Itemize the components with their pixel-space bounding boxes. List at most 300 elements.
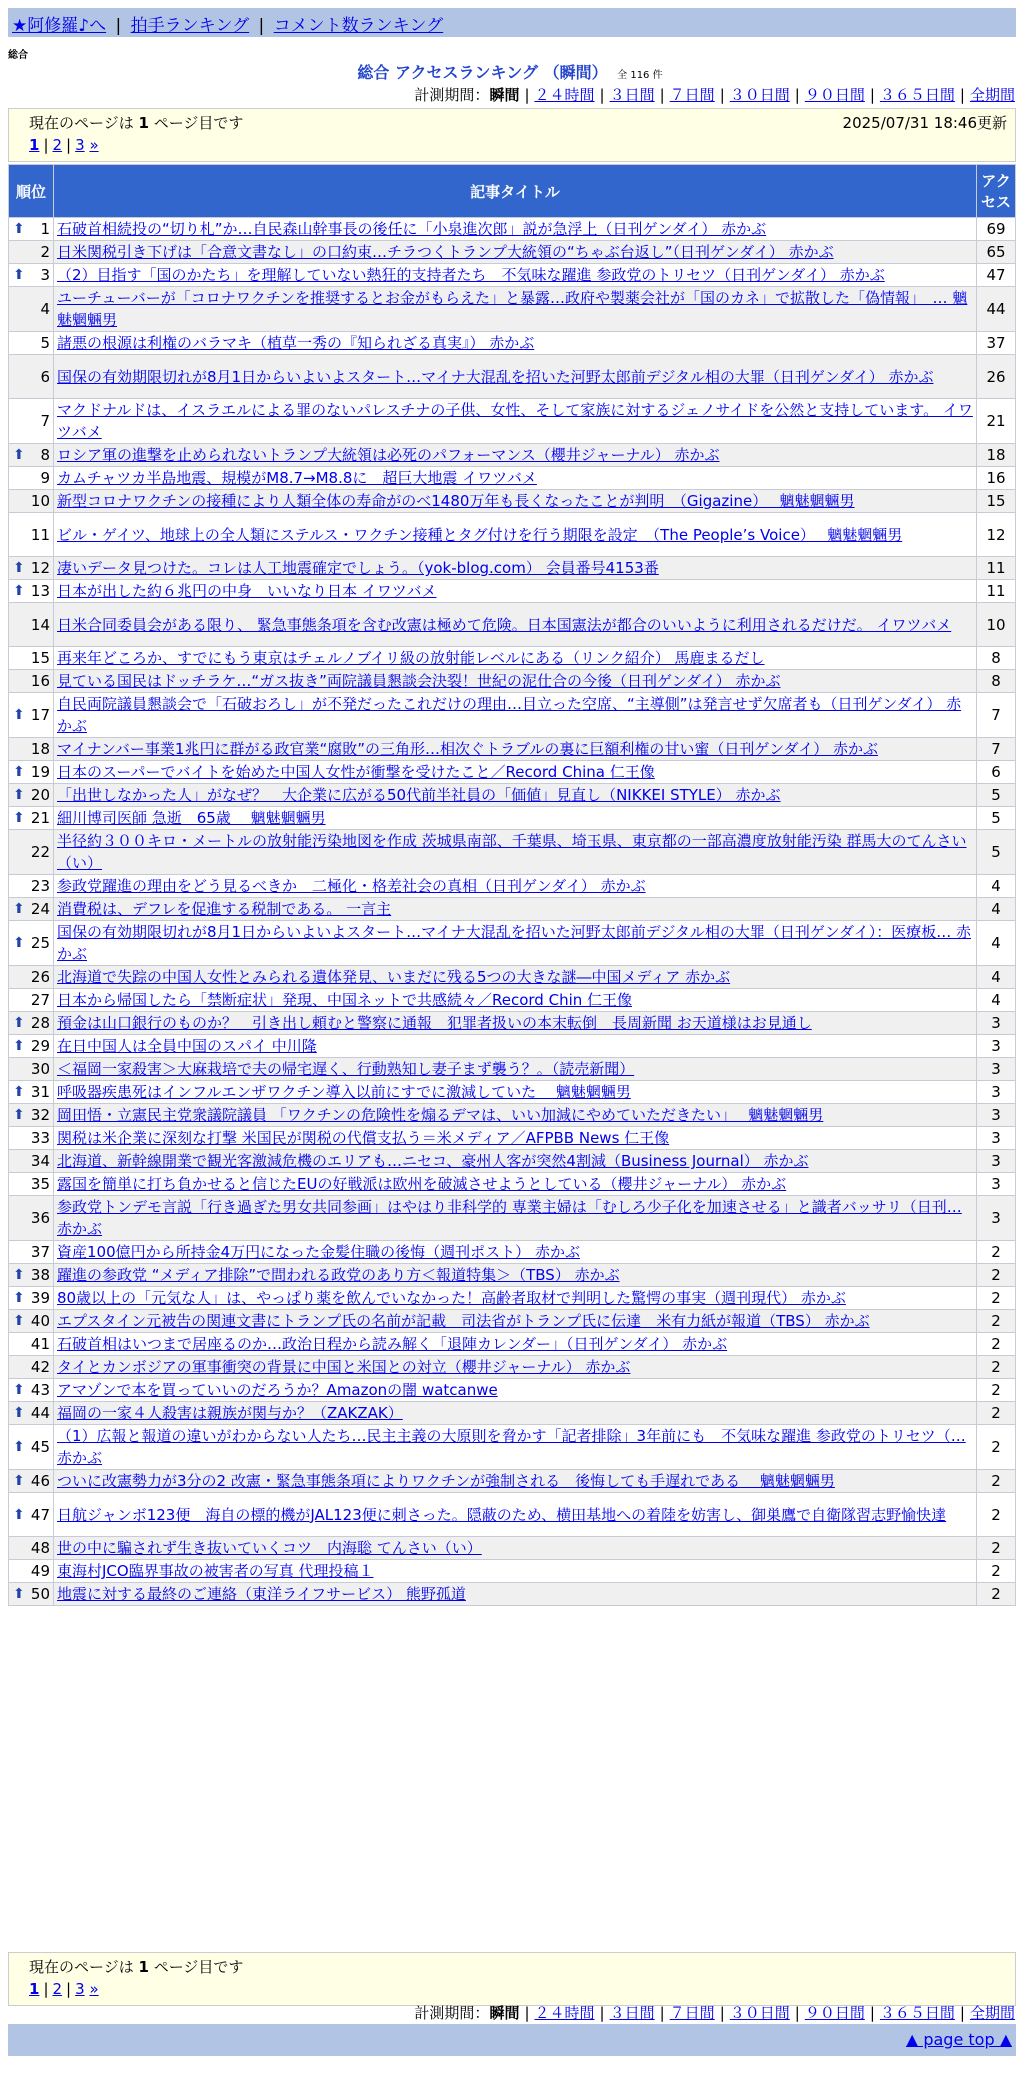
up-arrow-icon: ⬆ bbox=[13, 1405, 25, 1421]
table-row bbox=[9, 1196, 1016, 1241]
rank-number: 36 bbox=[30, 1209, 50, 1227]
rank-cell bbox=[9, 1058, 54, 1081]
title-text: 総合 アクセスランキング （瞬間） bbox=[357, 63, 608, 82]
table-row bbox=[9, 513, 1016, 557]
rank-number: 5 bbox=[40, 334, 50, 352]
article-title-link[interactable]: カムチャツカ半島地震、規模がM8.7→M8.8に 超巨大地震 イワツバメ bbox=[57, 469, 537, 487]
article-title-link[interactable]: タイとカンボジアの軍事衝突の背景に中国と米国との対立（櫻井ジャーナル） 赤かぶ bbox=[57, 1358, 631, 1376]
rank-number: 2 bbox=[40, 243, 50, 261]
rank-cell bbox=[9, 761, 54, 784]
period-link[interactable]: ３０日間 bbox=[729, 86, 790, 104]
article-title-link[interactable]: 日米関税引き下げは「合意文書なし」の口約束…チラつくトランプ大統領の“ちゃぶ台返し”（日刊ゲンダイ） 赤かぶ bbox=[57, 243, 834, 261]
access-count: 3 bbox=[977, 1196, 1016, 1241]
pager-bottom bbox=[8, 1952, 1016, 2006]
title-cell bbox=[54, 921, 977, 966]
next-page-link[interactable]: » bbox=[89, 1980, 99, 1998]
table-row bbox=[9, 966, 1016, 989]
rank-number: 18 bbox=[30, 740, 50, 758]
access-count: 2 bbox=[977, 1310, 1016, 1333]
access-count: 2 bbox=[977, 1425, 1016, 1470]
up-arrow-icon: ⬆ bbox=[13, 1015, 25, 1031]
rank-cell bbox=[9, 1241, 54, 1264]
period-separator: | bbox=[659, 2004, 665, 2022]
next-page-link[interactable]: » bbox=[89, 136, 99, 154]
title-cell bbox=[54, 580, 977, 603]
table-row bbox=[9, 1081, 1016, 1104]
access-count: 3 bbox=[977, 1173, 1016, 1196]
rank-cell bbox=[9, 1537, 54, 1560]
table-row bbox=[9, 898, 1016, 921]
rank-cell bbox=[9, 1356, 54, 1379]
rank-number: 34 bbox=[30, 1152, 50, 1170]
article-title-link[interactable]: 躍進の参政党 “メディア排除”で問われる政党のあり方＜報道特集＞（TBS） 赤かぶ bbox=[57, 1266, 620, 1284]
rank-number: 17 bbox=[30, 706, 50, 724]
title-cell bbox=[54, 989, 977, 1012]
article-title-link[interactable]: ロシア軍の進撃を止められないトランプ大統領は必死のパフォーマンス（櫻井ジャーナル） 赤かぶ bbox=[57, 446, 720, 464]
rank-cell bbox=[9, 557, 54, 580]
current-page-text: 現在のページは 1 ページ目です bbox=[29, 1958, 244, 1976]
page-link[interactable]: 3 bbox=[75, 136, 85, 154]
ranking-table bbox=[8, 164, 1016, 1606]
article-title-link[interactable]: ついに改憲勢力が3分の2 改憲・緊急事態条項によりワクチンが強制される 後悔しても手遅れである 魑魅魍魎男 bbox=[57, 1472, 835, 1490]
table-row bbox=[9, 557, 1016, 580]
table-row bbox=[9, 1241, 1016, 1264]
access-count: 2 bbox=[977, 1287, 1016, 1310]
period-separator: | bbox=[719, 2004, 725, 2022]
access-count: 4 bbox=[977, 875, 1016, 898]
period-link[interactable]: ３６５日間 bbox=[879, 2004, 955, 2022]
article-title-link[interactable]: 自民両院議員懇談会で「石破おろし」が不発だったこれだけの理由…目立った空席、“主導側”は発言せず欠席者も（日刊ゲンダイ） 赤かぶ bbox=[57, 695, 962, 735]
rank-cell bbox=[9, 287, 54, 332]
table-row bbox=[9, 807, 1016, 830]
rank-cell bbox=[9, 966, 54, 989]
up-arrow-icon: ⬆ bbox=[13, 1586, 25, 1602]
rank-number: 43 bbox=[30, 1381, 50, 1399]
period-separator: | bbox=[659, 86, 665, 104]
article-title-link[interactable]: 見ている国民はドッチラケ…“ガス抜き”両院議員懇談会決裂！世紀の泥仕合の今後（日刊ゲンダイ） 赤かぶ bbox=[57, 672, 781, 690]
title-cell bbox=[54, 1127, 977, 1150]
title-cell bbox=[54, 807, 977, 830]
clap-ranking-link[interactable]: 拍手ランキング bbox=[130, 16, 250, 36]
page-top-link[interactable]: ▲ page top ▲ bbox=[905, 2030, 1012, 2049]
period-link[interactable]: ３日間 bbox=[609, 2004, 655, 2022]
rank-number: 45 bbox=[30, 1438, 50, 1456]
article-title-link[interactable]: 北海道で失踪の中国人女性とみられる遺体発見、いまだに残る5つの大きな謎―中国メディア 赤かぶ bbox=[57, 968, 731, 986]
up-arrow-icon: ⬆ bbox=[13, 707, 25, 723]
access-count: 18 bbox=[977, 444, 1016, 467]
table-row bbox=[9, 921, 1016, 966]
article-title-link[interactable]: 参政党躍進の理由をどう見るべきか 二極化・格差社会の真相（日刊ゲンダイ） 赤かぶ bbox=[57, 877, 646, 895]
title-cell bbox=[54, 1333, 977, 1356]
article-title-link[interactable]: 国保の有効期限切れが8月1日からいよいよスタート…マイナ大混乱を招いた河野太郎前デジタル相の大罪（日刊ゲンダイ） 赤かぶ bbox=[57, 367, 934, 386]
comment-ranking-link[interactable]: コメント数ランキング bbox=[273, 16, 444, 36]
rank-number: 1 bbox=[40, 220, 50, 238]
article-title-link[interactable]: 露国を簡単に打ち負かせると信じたEUの好戦派は欧州を破滅させようとしている（櫻井ジャーナル） 赤かぶ bbox=[57, 1175, 787, 1193]
access-count: 69 bbox=[977, 218, 1016, 241]
access-count: 65 bbox=[977, 241, 1016, 264]
period-link[interactable]: ７日間 bbox=[669, 86, 715, 104]
article-title-link[interactable]: 凄いデータ見つけた。コレは人工地震確定でしょう。（yok-blog.com） 会員番号4153番 bbox=[57, 559, 659, 577]
table-row bbox=[9, 1150, 1016, 1173]
rank-number: 6 bbox=[40, 367, 50, 386]
current-page-text: 現在のページは 1 ページ目です bbox=[29, 114, 244, 132]
rank-number: 41 bbox=[30, 1335, 50, 1353]
access-count: 2 bbox=[977, 1470, 1016, 1493]
rank-cell bbox=[9, 241, 54, 264]
rank-cell bbox=[9, 1310, 54, 1333]
period-separator: | bbox=[599, 2004, 605, 2022]
article-title-link[interactable]: マイナンバー事業1兆円に群がる政官業“腐敗”の三角形…相次ぐトラブルの裏に巨額利権の甘い蜜（日刊ゲンダイ） 赤かぶ bbox=[57, 740, 878, 758]
access-count: 2 bbox=[977, 1264, 1016, 1287]
period-label: 計測期間： bbox=[414, 86, 490, 104]
article-title-link[interactable]: 世の中に騙されず生き抜いていくコツ 内海聡 てんさい（い） bbox=[57, 1539, 482, 1557]
rank-cell bbox=[9, 784, 54, 807]
rank-number: 35 bbox=[30, 1175, 50, 1193]
table-row bbox=[9, 1127, 1016, 1150]
table-row bbox=[9, 989, 1016, 1012]
article-title-link[interactable]: 関税は米企業に深刻な打撃 米国民が関税の代償支払う＝米メディア／AFPBB News 仁王像 bbox=[57, 1129, 670, 1147]
rank-number: 47 bbox=[30, 1505, 50, 1524]
rank-cell bbox=[9, 1333, 54, 1356]
title-cell bbox=[54, 1150, 977, 1173]
article-title-link[interactable]: ＜福岡一家殺害＞大麻栽培で夫の帰宅遅く、行動熟知し妻子まず襲う？。（読売新聞） bbox=[57, 1060, 635, 1078]
article-title-link[interactable]: エプスタイン元被告の関連文書にトランプ氏の名前が記載 司法省がトランプ氏に伝達 米有力紙が報道（TBS） 赤かぶ bbox=[57, 1312, 870, 1330]
rank-number: 11 bbox=[30, 525, 50, 544]
rank-cell bbox=[9, 989, 54, 1012]
access-count: 4 bbox=[977, 898, 1016, 921]
updated-timestamp: 2025/07/31 18:46更新 bbox=[842, 114, 1007, 132]
title-cell bbox=[54, 1493, 977, 1537]
article-title-link[interactable]: 日本から帰国したら「禁断症状」発現、中国ネットで共感続々／Record Chin 仁王像 bbox=[57, 991, 633, 1009]
period-separator: | bbox=[959, 2004, 965, 2022]
rank-number: 20 bbox=[30, 786, 50, 804]
up-arrow-icon: ⬆ bbox=[13, 1506, 25, 1523]
period-separator: | bbox=[869, 2004, 875, 2022]
rank-number: 24 bbox=[30, 900, 50, 918]
article-title-link[interactable]: 呼吸器疾患死はインフルエンザワクチン導入以前にすでに激減していた 魑魅魍魎男 bbox=[57, 1083, 631, 1101]
rank-cell bbox=[9, 670, 54, 693]
rank-cell bbox=[9, 218, 54, 241]
rank-cell bbox=[9, 693, 54, 738]
rank-number: 50 bbox=[30, 1585, 50, 1603]
rank-cell bbox=[9, 603, 54, 647]
rank-number: 49 bbox=[30, 1562, 50, 1580]
rank-number: 25 bbox=[30, 934, 50, 952]
article-title-link[interactable]: ユーチューバーが「コロナワクチンを推奨するとお金がもらえた」と暴露…政府や製薬会社が「国のカネ」で拡散した「偽情報」 … 魑魅魍魎男 bbox=[57, 289, 968, 329]
rank-number: 46 bbox=[30, 1472, 50, 1490]
table-row bbox=[9, 1173, 1016, 1196]
table-row bbox=[9, 1402, 1016, 1425]
article-title-link[interactable]: 北海道、新幹線開業で観光客激減危機のエリアも…ニセコ、豪州人客が突然4割減（Business Journal） 赤かぶ bbox=[57, 1152, 809, 1170]
rank-cell bbox=[9, 1402, 54, 1425]
title-cell bbox=[54, 1173, 977, 1196]
title-cell bbox=[54, 1081, 977, 1104]
table-row bbox=[9, 490, 1016, 513]
title-cell bbox=[54, 1104, 977, 1127]
rank-number: 19 bbox=[30, 763, 50, 781]
title-cell bbox=[54, 287, 977, 332]
up-arrow-icon: ⬆ bbox=[13, 1267, 25, 1283]
page-link[interactable]: 1 bbox=[29, 1980, 40, 1998]
period-link[interactable]: 全期間 bbox=[969, 2004, 1015, 2022]
up-arrow-icon: ⬆ bbox=[13, 764, 25, 780]
period-link[interactable]: ２４時間 bbox=[534, 86, 595, 104]
title-cell bbox=[54, 966, 977, 989]
table-row bbox=[9, 332, 1016, 355]
article-title-link[interactable]: 諸悪の根源は利権のバラマキ（植草一秀の『知られざる真実』） 赤かぶ bbox=[57, 334, 535, 352]
article-title-link[interactable]: 「出世しなかった人」がなぜ？ 大企業に広がる50代前半社員の「価値」見直し（NIKKEI STYLE） 赤かぶ bbox=[57, 786, 781, 804]
title-cell bbox=[54, 830, 977, 875]
article-title-link[interactable]: 日本のスーパーでバイトを始めた中国人女性が衝撃を受けたこと／Record China 仁王像 bbox=[57, 763, 655, 781]
title-cell bbox=[54, 332, 977, 355]
access-count: 7 bbox=[977, 693, 1016, 738]
article-title-link[interactable]: 参政党トンデモ言説「行き過ぎた男女共同参画」はやはり非科学的 専業主婦は「むしろ少子化を加速させる」と識者バッサリ（日刊… 赤かぶ bbox=[57, 1198, 962, 1238]
title-cell bbox=[54, 467, 977, 490]
footer-bar bbox=[8, 2024, 1016, 2056]
page-links bbox=[29, 136, 99, 154]
access-count: 3 bbox=[977, 1035, 1016, 1058]
table-row bbox=[9, 761, 1016, 784]
title-cell bbox=[54, 1287, 977, 1310]
title-cell bbox=[54, 1356, 977, 1379]
access-count: 3 bbox=[977, 1058, 1016, 1081]
page-links bbox=[29, 1980, 99, 1998]
article-title-link[interactable]: 資産100億円から所持金4万円になった金髪住職の後悔（週刊ポスト） 赤かぶ bbox=[57, 1243, 580, 1261]
table-row bbox=[9, 1425, 1016, 1470]
access-count: 2 bbox=[977, 1560, 1016, 1583]
table-row bbox=[9, 1560, 1016, 1583]
period-current: 瞬間 bbox=[489, 86, 520, 104]
table-row bbox=[9, 287, 1016, 332]
article-title-link[interactable]: 日航ジャンボ123便 海自の標的機がJAL123便に刺さった。隠蔽のため、横田基地への着陸を妨害し、御巣鷹で自衛隊習志野愉快達 bbox=[57, 1505, 947, 1524]
up-arrow-icon: ⬆ bbox=[13, 447, 25, 463]
page-separator: | bbox=[66, 1980, 72, 1998]
rank-number: 39 bbox=[30, 1289, 50, 1307]
up-arrow-icon: ⬆ bbox=[13, 810, 25, 826]
period-separator: | bbox=[524, 2004, 530, 2022]
period-link[interactable]: ３０日間 bbox=[729, 2004, 790, 2022]
access-count: 8 bbox=[977, 647, 1016, 670]
article-title-link[interactable]: 預金は山口銀行のものか？ 引き出し頼むと警察に通報 犯罪者扱いの本末転倒 長周新聞 お天道様はお見通し bbox=[57, 1014, 812, 1032]
up-arrow-icon: ⬆ bbox=[13, 935, 25, 951]
article-title-link[interactable]: マクドナルドは、イスラエルによる罪のないパレスチナの子供、女性、そして家族に対するジェノサイドを公然と支持しています。 イワツバメ bbox=[57, 401, 973, 441]
period-separator: | bbox=[719, 86, 725, 104]
rank-number: 22 bbox=[30, 843, 50, 861]
title-cell bbox=[54, 875, 977, 898]
access-count: 2 bbox=[977, 1493, 1016, 1537]
table-row bbox=[9, 830, 1016, 875]
article-title-link[interactable]: 在日中国人は全員中国のスパイ 中川隆 bbox=[57, 1037, 317, 1055]
access-count: 2 bbox=[977, 1537, 1016, 1560]
title-cell bbox=[54, 1402, 977, 1425]
access-count: 3 bbox=[977, 1150, 1016, 1173]
table-row bbox=[9, 1379, 1016, 1402]
title-cell bbox=[54, 218, 977, 241]
title-cell bbox=[54, 490, 977, 513]
access-count: 2 bbox=[977, 1333, 1016, 1356]
rank-number: 38 bbox=[30, 1266, 50, 1284]
category-label: 総合 bbox=[8, 50, 28, 61]
period-link[interactable]: ９０日間 bbox=[804, 2004, 865, 2022]
title-cell bbox=[54, 647, 977, 670]
up-arrow-icon: ⬆ bbox=[13, 1107, 25, 1123]
article-title-link[interactable]: 岡田悟・立憲民主党衆議院議員 「ワクチンの危険性を煽るデマは、いい加減にやめていただきたい」 魑魅魍魎男 bbox=[57, 1106, 824, 1124]
period-link[interactable]: 全期間 bbox=[969, 86, 1015, 104]
title-cell bbox=[54, 1035, 977, 1058]
up-arrow-icon: ⬆ bbox=[13, 1382, 25, 1398]
rank-number: 37 bbox=[30, 1243, 50, 1261]
period-separator: | bbox=[599, 86, 605, 104]
access-count: 2 bbox=[977, 1379, 1016, 1402]
rank-number: 29 bbox=[30, 1037, 50, 1055]
table-row bbox=[9, 467, 1016, 490]
article-title-link[interactable]: 消費税は、デフレを促進する税制である。 一言主 bbox=[57, 900, 392, 918]
rank-cell bbox=[9, 264, 54, 287]
article-title-link[interactable]: 日本が出した約６兆円の中身 いいなり日本 イワツバメ bbox=[57, 582, 437, 600]
title-cell bbox=[54, 693, 977, 738]
rank-cell bbox=[9, 1425, 54, 1470]
article-title-link[interactable]: 石破首相はいつまで居座るのか…政治日程から読み解く「退陣カレンダー」（日刊ゲンダイ） 赤かぶ bbox=[57, 1335, 728, 1353]
title-cell bbox=[54, 1537, 977, 1560]
rank-number: 8 bbox=[40, 446, 50, 464]
period-selector-top bbox=[414, 84, 1015, 105]
up-arrow-icon: ⬆ bbox=[13, 560, 25, 576]
rank-number: 26 bbox=[30, 968, 50, 986]
up-arrow-icon: ⬆ bbox=[13, 267, 25, 283]
article-title-link[interactable]: 半径約３００キロ・メートルの放射能汚染地図を作成 茨城県南部、千葉県、埼玉県、東京都の一部高濃度放射能汚染 群馬大のてんさい（い） bbox=[57, 832, 967, 872]
article-title-link[interactable]: 日米合同委員会がある限り、 緊急事態条項を含む改憲は極めて危険。日本国憲法が都合のいいように利用されるだけだ。 イワツバメ bbox=[57, 615, 952, 634]
access-count: 47 bbox=[977, 264, 1016, 287]
access-count: 26 bbox=[977, 355, 1016, 399]
article-title-link[interactable]: 80歳以上の「元気な人」は、やっぱり薬を飲んでいなかった！高齢者取材で判明した驚愕の事実（週刊現代） 赤かぶ bbox=[57, 1289, 846, 1307]
rank-cell bbox=[9, 444, 54, 467]
article-title-link[interactable]: （1）広報と報道の違いがわからない人たち…民主主義の大原則を脅かす「記者排除」3年前にも 不気味な躍進 参政党のトリセツ（… 赤かぶ bbox=[57, 1427, 966, 1467]
table-row bbox=[9, 670, 1016, 693]
rank-cell bbox=[9, 738, 54, 761]
article-title-link[interactable]: 福岡の一家４人殺害は親族が関与か？（ZAKZAK） bbox=[57, 1404, 403, 1422]
article-title-link[interactable]: ビル・ゲイツ、地球上の全人類にステルス・ワクチン接種とタグ付けを行う期限を設定 （The People’s Voice） 魑魅魍魎男 bbox=[57, 525, 903, 544]
rank-number: 27 bbox=[30, 991, 50, 1009]
rank-number: 42 bbox=[30, 1358, 50, 1376]
access-count: 6 bbox=[977, 761, 1016, 784]
rank-cell bbox=[9, 1264, 54, 1287]
title-cell bbox=[54, 241, 977, 264]
table-row bbox=[9, 603, 1016, 647]
period-link[interactable]: ９０日間 bbox=[804, 86, 865, 104]
article-title-link[interactable]: 新型コロナワクチンの接種により人類全体の寿命がのべ1480万年も長くなったことが判明 （Gigazine） 魑魅魍魎男 bbox=[57, 492, 855, 510]
access-header: アクセス bbox=[977, 165, 1016, 218]
page-separator: | bbox=[43, 136, 49, 154]
access-count: 3 bbox=[977, 1081, 1016, 1104]
access-count: 11 bbox=[977, 580, 1016, 603]
up-arrow-icon: ⬆ bbox=[13, 1439, 25, 1455]
article-title-link[interactable]: 再来年どころか、すでにもう東京はチェルノブイリ級の放射能レベルにある（リンク紹介） 馬鹿まるだし bbox=[57, 649, 765, 667]
period-selector-bottom bbox=[414, 2002, 1015, 2023]
title-cell bbox=[54, 1470, 977, 1493]
title-cell bbox=[54, 1196, 977, 1241]
rank-number: 13 bbox=[30, 582, 50, 600]
rank-number: 16 bbox=[30, 672, 50, 690]
rank-cell bbox=[9, 1127, 54, 1150]
table-row bbox=[9, 1356, 1016, 1379]
rank-cell bbox=[9, 1560, 54, 1583]
table-row bbox=[9, 1104, 1016, 1127]
access-count: 3 bbox=[977, 1127, 1016, 1150]
article-title-link[interactable]: 地震に対する最終のご連絡（東洋ライフサービス） 熊野孤道 bbox=[57, 1585, 466, 1603]
rank-number: 40 bbox=[30, 1312, 50, 1330]
table-row bbox=[9, 875, 1016, 898]
table-row bbox=[9, 784, 1016, 807]
period-link[interactable]: ２４時間 bbox=[534, 2004, 595, 2022]
title-cell bbox=[54, 761, 977, 784]
rank-cell bbox=[9, 898, 54, 921]
up-arrow-icon: ⬆ bbox=[13, 1473, 25, 1489]
page-link[interactable]: 3 bbox=[75, 1980, 85, 1998]
table-row bbox=[9, 264, 1016, 287]
article-title-link[interactable]: アマゾンで本を買っていいのだろうか？Amazonの闇 watcanwe bbox=[57, 1381, 498, 1399]
rank-number: 31 bbox=[30, 1083, 50, 1101]
up-arrow-icon: ⬆ bbox=[13, 583, 25, 599]
rank-cell bbox=[9, 467, 54, 490]
title-cell bbox=[54, 444, 977, 467]
page-link[interactable]: 2 bbox=[52, 1980, 63, 1998]
up-arrow-icon: ⬆ bbox=[13, 787, 25, 803]
page-link[interactable]: 1 bbox=[29, 136, 40, 154]
table-row bbox=[9, 1035, 1016, 1058]
access-count: 2 bbox=[977, 1402, 1016, 1425]
home-link[interactable]: ★阿修羅♪へ bbox=[12, 16, 107, 36]
period-link[interactable]: ７日間 bbox=[669, 2004, 715, 2022]
table-row bbox=[9, 399, 1016, 444]
page-link[interactable]: 2 bbox=[52, 136, 63, 154]
period-separator: | bbox=[794, 86, 800, 104]
table-row bbox=[9, 693, 1016, 738]
title-cell bbox=[54, 1241, 977, 1264]
title-cell bbox=[54, 784, 977, 807]
article-title-link[interactable]: 国保の有効期限切れが8月1日からいよいよスタート…マイナ大混乱を招いた河野太郎前デジタル相の大罪（日刊ゲンダイ）：医療板… 赤かぶ bbox=[57, 923, 971, 963]
article-title-link[interactable]: 東海村JCO臨界事故の被害者の写真 代理投稿１ bbox=[57, 1562, 374, 1580]
table-header-row bbox=[9, 165, 1016, 218]
page-title bbox=[0, 60, 1020, 83]
up-arrow-icon: ⬆ bbox=[13, 1313, 25, 1329]
rank-number: 33 bbox=[30, 1129, 50, 1147]
access-count: 37 bbox=[977, 332, 1016, 355]
period-separator: | bbox=[794, 2004, 800, 2022]
title-header: 記事タイトル bbox=[54, 165, 977, 218]
table-row bbox=[9, 1583, 1016, 1606]
access-count: 11 bbox=[977, 557, 1016, 580]
table-row bbox=[9, 1470, 1016, 1493]
rank-cell bbox=[9, 1287, 54, 1310]
period-link[interactable]: ３日間 bbox=[609, 86, 655, 104]
top-nav-bar bbox=[8, 8, 1016, 37]
rank-cell bbox=[9, 1012, 54, 1035]
period-link[interactable]: ３６５日間 bbox=[879, 86, 955, 104]
title-cell bbox=[54, 738, 977, 761]
access-count: 3 bbox=[977, 1012, 1016, 1035]
article-title-link[interactable]: 細川博司医師 急逝 65歳 魑魅魍魎男 bbox=[57, 809, 326, 827]
access-count: 5 bbox=[977, 784, 1016, 807]
table-row bbox=[9, 1264, 1016, 1287]
title-cell bbox=[54, 1012, 977, 1035]
title-cell bbox=[54, 1264, 977, 1287]
article-title-link[interactable]: 石破首相続投の“切り札”か…自民森山幹事長の後任に「小泉進次郎」説が急浮上（日刊ゲンダイ） 赤かぶ bbox=[57, 220, 767, 238]
access-count: 15 bbox=[977, 490, 1016, 513]
up-arrow-icon: ⬆ bbox=[13, 1290, 25, 1306]
period-label: 計測期間： bbox=[414, 2004, 490, 2022]
article-title-link[interactable]: （2）目指す「国のかたち」を理解していない熱狂的支持者たち 不気味な躍進 参政党のトリセツ（日刊ゲンダイ） 赤かぶ bbox=[57, 266, 885, 284]
access-count: 8 bbox=[977, 670, 1016, 693]
